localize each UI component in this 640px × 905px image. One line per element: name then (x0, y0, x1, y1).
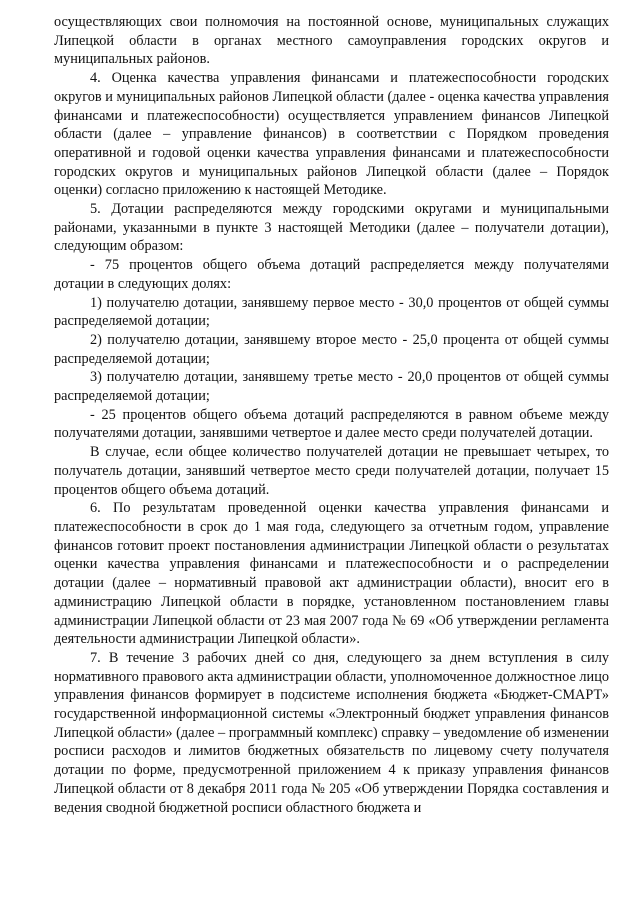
paragraph-four-recipients: В случае, если общее количество получателей дотации не превышает четырех, то получатель дотации, занявший четвертое место среди получателей дотации, получает 15 процентов общего объема дотаций. (54, 444, 609, 498)
paragraph-item-7: 7. В течение 3 рабочих дней со дня, следующего за днем вступления в силу нормативного правового акта администрации области, уполномоченное должностное лицо управления финансов формирует в подсистеме исполнения бюджета «Бюджет-СМАРТ» государственной информационной системы «Электронный бюджет управления финансов Липецкой области» (далее – программный комплекс) справку – уведомление об изменении росписи расходов и лимитов бюджетных обязательств по лицевому счету получателя дотации по форме, предусмотренной приложением 4 к приказу управления финансов Липецкой области от 8 декабря 2011 года № 205 «Об утверждении Порядка составления и ведения сводной бюджетной росписи областного бюджета и (54, 649, 609, 816)
paragraph-75-percent: - 75 процентов общего объема дотаций распределяется между получателями дотации в следующих долях: (54, 257, 609, 292)
paragraph-item-5: 5. Дотации распределяются между городскими округами и муниципальными районами, указанными в пункте 3 настоящей Методики (далее – получатели дотации), следующим образом: (54, 201, 609, 255)
paragraph-item-6: 6. По результатам проведенной оценки качества управления финансами и платежеспособности в срок до 1 мая года, следующего за отчетным годом, управление финансов готовит проект постановления администрации Липецкой области о результатах оценки качества управления финансами и платежеспособности и о распределении дотации (далее – нормативный правовой акт администрации области), вносит его в администрацию Липецкой области в порядке, установленном постановлением главы администрации Липецкой области от 23 мая 2007 года № 69 «Об утверждении регламента деятельности администрации Липецкой области». (54, 500, 609, 648)
paragraph-continuation: осуществляющих свои полномочия на постоянной основе, муниципальных служащих Липецкой области в органах местного самоуправления городских округов и муниципальных районов. (54, 14, 609, 68)
paragraph-25-percent: - 25 процентов общего объема дотаций распределяются в равном объеме между получателями дотации, занявшими четвертое и далее место среди получателей дотации. (54, 406, 609, 442)
paragraph-third-place: 3) получателю дотации, занявшему третье место - 20,0 процентов от общей суммы распределяемой дотации; (54, 369, 609, 405)
paragraph-first-place: 1) получателю дотации, занявшему первое место - 30,0 процентов от общей суммы распределяемой дотации; (54, 294, 609, 330)
paragraph-second-place: 2) получателю дотации, занявшему второе место - 25,0 процента от общей суммы распределяемой дотации; (54, 331, 609, 367)
paragraph-item-4: 4. Оценка качества управления финансами и платежеспособности городских округов и муниципальных районов Липецкой области (далее - оценка качества управления финансами и платежеспособности) осуществляется управлением финансов Липецкой области (далее – управление финансов) в соответствии с Порядком проведения оперативной и годовой оценки качества управления финансами и платежеспособности городских округов и муниципальных районов Липецкой области (далее – Порядок оценки) согласно приложению к настоящей Методике. (54, 70, 609, 199)
